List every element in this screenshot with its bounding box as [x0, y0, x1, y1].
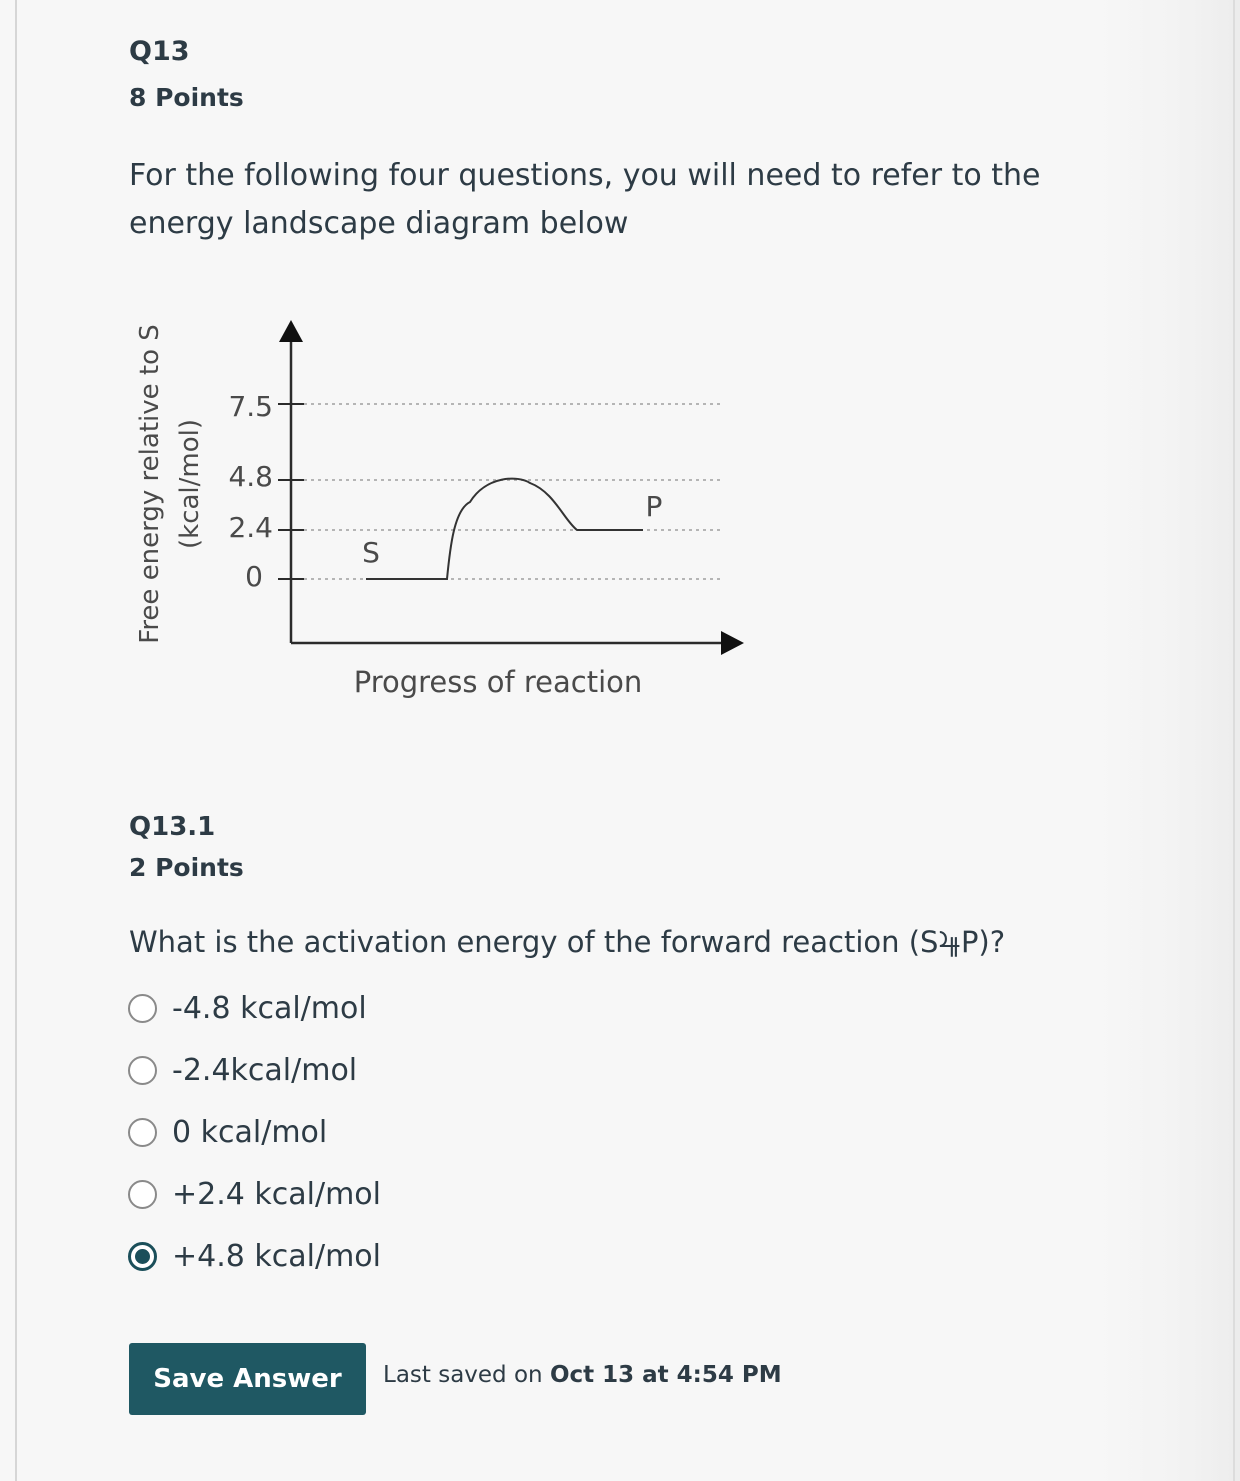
question-title: Q13	[129, 36, 190, 67]
answer-option[interactable]	[128, 1050, 357, 1090]
answer-option-label[interactable]: +4.8 kcal/mol	[172, 1238, 381, 1274]
answer-option-label[interactable]: +2.4 kcal/mol	[172, 1176, 381, 1212]
right-divider	[1233, 0, 1235, 1481]
x-axis-arrow	[721, 631, 744, 655]
save-answer-button[interactable]: Save Answer	[129, 1343, 366, 1415]
product-label: P	[645, 490, 663, 523]
answer-option-label[interactable]: 0 kcal/mol	[172, 1114, 328, 1150]
left-divider	[15, 0, 17, 1481]
answer-option-label[interactable]: -2.4kcal/mol	[172, 1052, 358, 1088]
y-axis-arrow	[279, 320, 303, 342]
x-axis-label: Progress of reaction	[353, 665, 643, 699]
subquestion-points: 2 Points	[129, 853, 244, 882]
tick-label-7-5: 7.5	[228, 390, 273, 423]
radio-button[interactable]	[128, 1056, 157, 1085]
radio-button[interactable]	[128, 994, 157, 1023]
tick-label-4-8: 4.8	[228, 460, 273, 493]
answer-option[interactable]	[128, 988, 367, 1028]
question-intro: For the following four questions, you will need to refer to the energy landscape diagram below	[129, 158, 1041, 241]
y-axis-label-line1: Free energy relative to S	[135, 324, 165, 644]
last-saved-status	[383, 1362, 782, 1388]
y-axis-label-line2: (kcal/mol)	[175, 418, 205, 550]
answer-option[interactable]	[128, 1112, 327, 1152]
answer-option-label[interactable]: -4.8 kcal/mol	[172, 990, 367, 1026]
subquestion-prompt: What is the activation energy of the forward reaction (S⯤P)?	[129, 925, 1006, 959]
radio-button[interactable]	[128, 1180, 157, 1209]
answer-option[interactable]	[128, 1174, 381, 1214]
question-points: 8 Points	[129, 83, 244, 112]
tick-label-0: 0	[245, 560, 263, 593]
radio-button-selected[interactable]	[128, 1242, 157, 1271]
tick-label-2-4: 2.4	[228, 511, 273, 544]
substrate-label: S	[362, 536, 380, 569]
last-saved-time: Oct 13 at 4:54 PM	[549, 1362, 782, 1388]
energy-curve	[366, 479, 643, 579]
radio-button[interactable]	[128, 1118, 157, 1147]
answer-option-selected[interactable]	[128, 1236, 381, 1276]
subquestion-title: Q13.1	[129, 812, 216, 842]
last-saved-prefix: Last saved on	[383, 1362, 550, 1388]
energy-diagram	[118, 280, 758, 720]
